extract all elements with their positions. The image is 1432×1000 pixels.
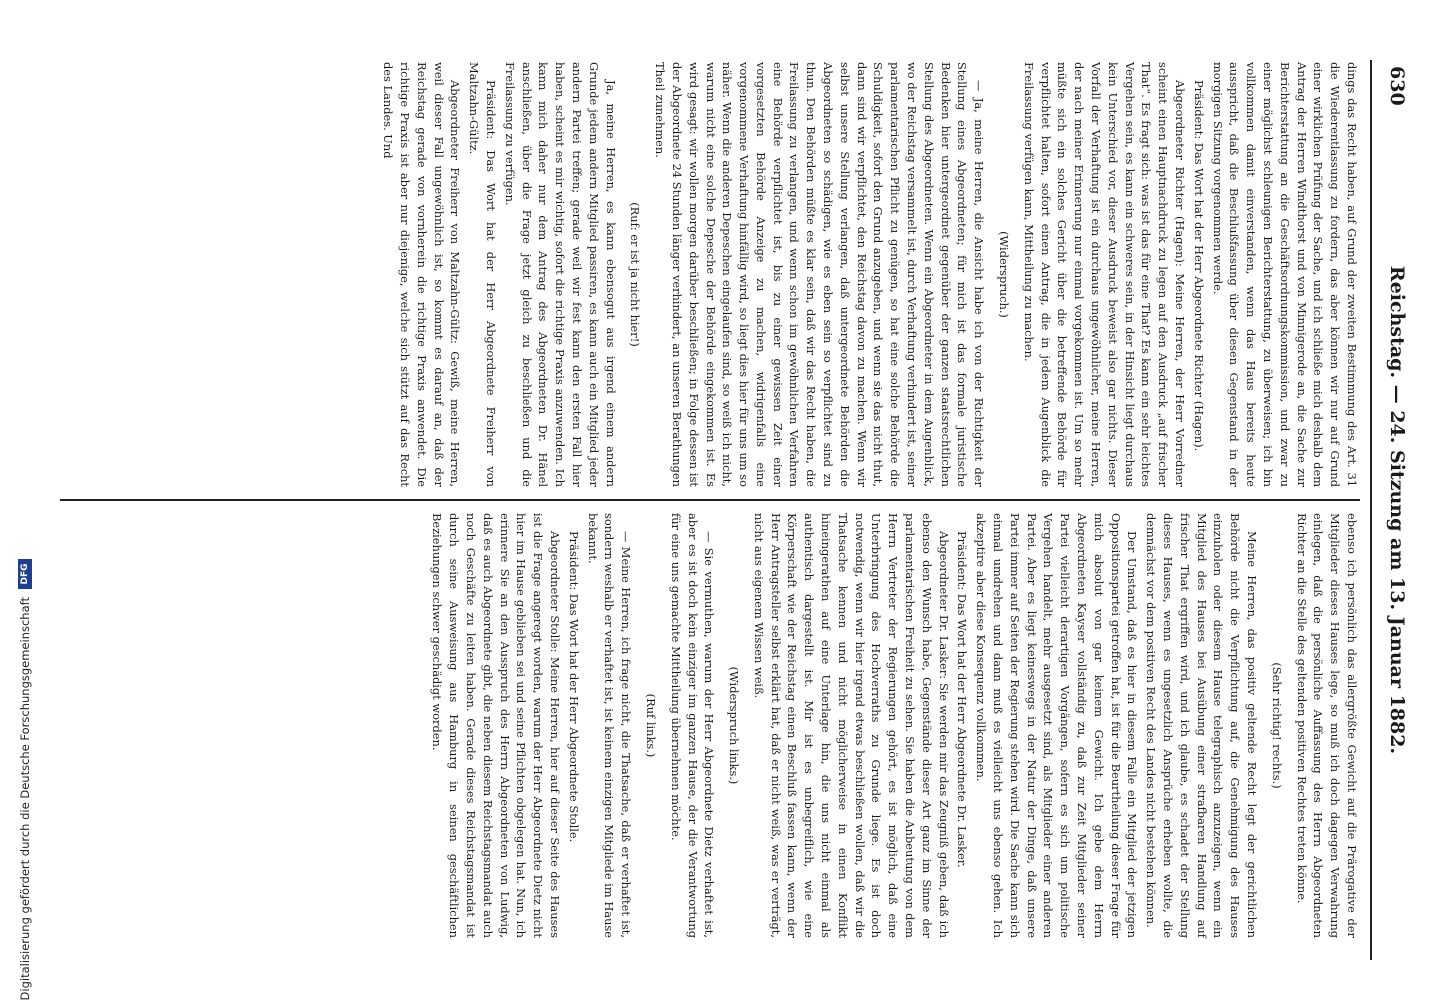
page-number: 630 bbox=[1386, 66, 1408, 106]
paragraph: — Ja, meine Herren, die Ansicht habe ich von der Richtigkeit der Stellung eines Abgeordneten; für mich ist das formale juristische Bedenken hier untergeordnet gegenüber der ganzen staatsrechtlichen Stellung des Abgeordneten. Wenn ein Abgeordneter in dem Augenblick, wo der Reichstag versammelt ist, durch Verhaftung verhindert ist, seiner parlamentarischen Pflicht zu genügen, so hat eine solche Behörde die Schuldigkeit, sofort den Grund anzugeben, und wenn sie das nicht thut, dann sind wir verpflichtet, den Reichstag davon zu machen. Wenn wir selbst unsere Stellung verlangen, daß untergeordnete Behörden die Abgeordneten so schädigen, wie es eben sein so verpflichtet sind zu thun. Den Behörden müßte es klar sein, daß wir das Recht haben, die Freilassung zu verlangen, und wenn schon im gewöhnlichen Verfahren eine Behörde verpflichtet ist, bis zu einer gewissen Zeit einer vorgesetzten Behörde Anzeige zu machen, widrigenfalls eine vorgenommene Verhaftung hinfällig wird, so liegt dies hier für uns um so näher. Wenn die anderen Depeschen eingelaufen sind, so weiß ich nicht, warum nicht eine solche Depesche der Behörde eingekommen ist. Es wird gesagt: wir wollen morgen darüber beschließen; in Folge dessen ist der Abgeordnete 24 Stunden länger verhindert, an unseren Berathungen Theil zunehmen. bbox=[653, 62, 987, 487]
stage-cue: (Ruf: er ist ja nicht hier!) bbox=[628, 202, 643, 347]
page-header bbox=[1370, 60, 1418, 960]
paragraph: Präsident: Das Wort hat der Herr Abgeordnete Richter (Hagen). bbox=[1191, 80, 1206, 452]
left-column bbox=[377, 62, 1360, 487]
paragraph: Präsident: Das Wort hat der Herr Abgeordnete Dr. Lasker. bbox=[955, 531, 970, 868]
paragraph: dings das Recht haben, auf Grund der zweiten Bestimmung des Art. 31 die Wiederentlassung zu fordern, das aber können wir nur auf Grund einer wirklichen Prüfung der Sache, und ich schließe mich deshalb dem Antrag der Herren Windthorst und von Minnigerode an, die Sache zur Berichterstattung an die Geschäftsordnungskommission, und zwar zu einer möglichst schleunigen Berichterstattung, zu überweisen; ich bin vollkommen damit einverstanden, wenn das Haus bereits heute ausspricht, daß die Beschlußfassung über diesen Gegenstand in der morgigen Sitzung vorgenommen werde. bbox=[1210, 62, 1359, 487]
stage-cue: (Widerspruch links.) bbox=[727, 666, 742, 785]
paragraph: Abgeordneter Dr. Lasker: Sie werden mir das Zeugniß geben, daß ich ebenso den Wunsch habe, Gegenstände dieser Art ganz im Sinne der parlamentarischen Freiheit zu sehen. Sie haben die Anbeutung von dem Herrn Vertreter der Regierungen gehört, es ist möglich, daß eine Unterbringung des Hochverraths zu Grunde liege. Es ist doch notwendig, wenn wir hier irgend etwas beschließen wollen, daß wir die Thatsache kennen und nicht möglicherweise in einen Konflikt hineingerathen auf eine Unterlage hin, die uns nicht einmal als authentisch dargestellt ist. Mir ist es unbegreiflich, wie eine Körperschaft wie der Reichstag einen Beschluß fassen kann, wenn der Herr Antragsteller selbst erklärt hat, daß er nicht weiß, was er verträgt, nicht aus eigenem Wissen weiß. bbox=[751, 513, 951, 938]
paragraph: Ja, meine Herren, es kann ebensogut aus irgend einem andern Grunde jedem andern Mitglied passiren, es kann auch ein Mitglied jeder andern Partei treffen; gerade weil wir fest kann den ersten Fall hier haben, scheint es mir wichtig, sofort die richtige Praxis anzuwenden. Ich kann mich daher nur dem Antrag des Abgeordneten Dr. Hänel anschließen, über die Frage jetzt gleich zu beschließen und die Freilassung zu verfügen. bbox=[502, 62, 618, 487]
paragraph: Präsident: Das Wort hat der Herr Abgeordnete Stolle. bbox=[566, 531, 581, 843]
paragraph: Abgeordneter Freiherr von Maltzahn-Gültz: Gewiß, meine Herren, weil dieser Fall ungewöhnlich ist, so kommt es darauf an, daß der Reichstag gerade von vornherein die richtige Praxis anwendet. Die richtige Praxis ist aber nur diejenige, welche sich stützt auf das Recht des Landes. Und bbox=[381, 62, 463, 487]
paragraph: Meine Herren, das positiv geltende Recht legt der gerichtlichen Behörde nicht die Verpflichtung auf, die Genehmigung des Hauses einzuholen oder diesem Hause telegraphisch anzuzeigen, wenn ein Mitglied des Hauses bei Ausübung einer strafbaren Handlung auf frischer That ergriffen wird, und ich glaube, es schadet der Stellung dieses Hauses, wenn es ungesetzlich Ansprüche erheben wollte, die demnächst vor dem positiven Recht des Landes nicht bestehen können. bbox=[1144, 513, 1260, 938]
paragraph: Abgeordneter Richter (Hagen): Meine Herren, der Herr Vorredner scheint einen Hauptnachdruck zu legen auf den Ausdruck „auf frischer That“. Es fragt sich: was ist das für eine That? Es kann ein sehr leichtes Vergehen sein, es kann ein schweres sein, in der Hinsicht liegt durchaus kein Unterschied vor, dieser Ausdruck beweist also gar nichts. Dieser Vorfall der Verhaftung ist ein durchaus ungewöhnlicher, meine Herren, der nach meiner Erinnerung nur einmal vorgekommen ist. Um so mehr müßte sich ein solches Gericht über die betreffende Behörde für verpflichtet halten, sofort einen Antrag, die in jedem Augenblick die Freilassung verfügen kann, Mittheilung zu machen. bbox=[1021, 62, 1188, 487]
stage-cue: (Widerspruch.) bbox=[997, 231, 1012, 318]
paragraph: — Sie vermuthen, warum der Herr Abgeordnete Dietz verhaftet ist, aber es ist doch kein einziger im ganzen Hause, der die Verantwortung für eine uns gemachte Mittheilung übernehmen möchte. bbox=[668, 513, 717, 938]
paragraph: Abgeordneter Stolle: Meine Herren, hier auf dieser Seite des Hauses ist die Frage angeregt worden, warum der Herr Abgeordnete Dietz nicht hier im Hause geblieben sei und seine Pflichten obgelegen hat. Nun, ich erinnere Sie an den Ausspruch des Herrn Abgeordneten von Ludwig, daß es auch Abgeordnete gibt, die neben diesem Reichstagsmandat auch noch Geschäfte zu leiten haben. Gerade dieses Reichstagsmandat ist durch seine Ausweisung aus Hamburg in seinen geschäftlichen Beziehungen schwer geschädigt worden. bbox=[430, 513, 562, 938]
running-title: Reichstag. — 24. Sitzung am 13. Januar 1882. bbox=[1386, 265, 1408, 755]
stage-cue: (Ruf links.) bbox=[643, 693, 658, 758]
paragraph: Der Umstand, daß es hier in diesem Falle ein Mitglied der jetzigen Oppositionspartei getroffen hat, ist für die Beurtheilung dieser Frage für mich absolut von gar keinem Gewicht. Ich gebe dem Herrn Abgeordneten Kayser vollständig zu, daß zur Zeit Mitglieder seiner Partei vielleicht derartigen Vorgängen, sofern es sich um politische Vergehen handelt, mehr ausgesetzt sind, als Mitglieder einer anderen Partei. Aber es liegt keineswegs in der Natur der Dinge, daß unsere Partei immer auf Seiten der Regierung stehen wird. Die Sache kann sich einmal umdrehen und dann muß es vielleicht uns ebenso gehen. Ich akzeptire aber diese Konsequenz vollkommen. bbox=[974, 513, 1140, 938]
digitization-credit: Digitalisierung gefördert durch die Deutsche Forschungsgemeinschaft bbox=[18, 596, 32, 1000]
right-column bbox=[427, 513, 1360, 938]
paragraph: Präsident: Das Wort hat der Herr Abgeordnete Freiherr von Maltzahn-Gültz. bbox=[467, 62, 498, 487]
column-divider bbox=[60, 499, 1360, 501]
footer bbox=[12, 0, 42, 1000]
dfg-logo-icon: DFG bbox=[18, 559, 32, 589]
stage-cue: (Sehr richtig! rechts.) bbox=[1269, 662, 1284, 789]
paragraph: — Meine Herren, ich frage nicht, die Thatsache, daß er verhaftet ist, sondern weshalb er verhaftet ist, ist keinem einzigen Mitgliede im Hause bekannt. bbox=[585, 513, 634, 938]
paragraph: ebenso ich persönlich das allergrößte Gewicht auf die Prärogative der Mitglieder dieses Hauses lege, so muß ich doch dagegen Verwahrung einlegen, daß die persönliche Auffassung des Herrn Abgeordneten Richter an die Stelle des geltenden positiven Rechtes treten könne. bbox=[1294, 513, 1359, 938]
